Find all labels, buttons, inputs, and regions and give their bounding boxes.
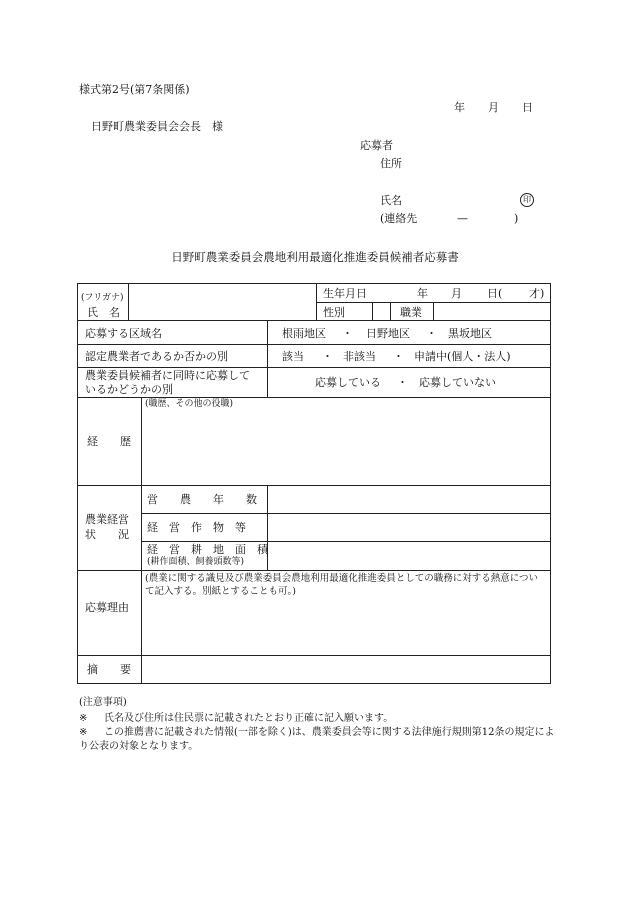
reason-label: 応募理由: [85, 601, 129, 614]
name-field-label: 氏 名: [87, 306, 120, 319]
farming-area-note: (耕作面積、飼養頭数等): [147, 557, 245, 567]
applicant-label: 応募者: [360, 139, 393, 152]
application-form-table: [77, 283, 551, 684]
gender-label: 性別: [323, 306, 345, 319]
note1-mark: ※: [79, 713, 88, 724]
certified-option-no: 非該当: [343, 350, 376, 363]
district-option-kurosaka: 黒坂地区: [448, 327, 492, 340]
note2-text-line1: この推薦書に記載された情報(一部を除く)は、農業委員会等に関する法律施行規則第12条の規定によ: [104, 727, 555, 738]
concurrent-label-line1: 農業委員候補者に同時に応募して: [85, 369, 250, 382]
note1-text: 氏名及び住所は住民票に記載されたとおり正確に記入願います。: [104, 713, 394, 724]
reason-note: (農業に関する識見及び農業委員会農地利用最適化推進委員としての職務に対する熱意について記入する。別紙とすることも可。): [145, 573, 539, 597]
farming-area-label: 経 営 耕 地 面 積: [147, 543, 268, 556]
birth-month-label: 月: [451, 287, 462, 300]
district-option-hino: 日野地区: [366, 327, 410, 340]
seal-icon: 印: [520, 193, 534, 207]
contact-label: (連絡先: [380, 212, 418, 225]
farming-status-label-line2: 状 況: [85, 528, 129, 541]
seal-mark: [520, 193, 534, 207]
farming-years-label: 営 農 年 数: [147, 493, 257, 506]
certified-option-yes: 該当: [282, 350, 304, 363]
date-month-label: 月: [488, 101, 499, 114]
certified-separator: ・: [322, 350, 333, 363]
address-label: 住所: [380, 157, 402, 170]
birth-age-label: 才): [529, 287, 545, 300]
district-separator: ・: [426, 327, 437, 340]
concurrent-label-line2: いるかどうかの別: [85, 383, 173, 396]
birth-date-label: 生年月日: [323, 287, 367, 300]
concurrent-option-yes: 応募している: [315, 376, 381, 389]
certified-option-pending: 申請中(個人・法人): [414, 350, 511, 363]
summary-label: 摘 要: [87, 663, 131, 676]
date-day-label: 日: [522, 101, 533, 114]
career-label: 経 歴: [87, 435, 131, 448]
concurrent-option-no: 応募していない: [419, 376, 496, 389]
district-label: 応募する区域名: [85, 327, 162, 340]
career-note: (職歴、その他の役職): [145, 399, 234, 409]
applicant-name-label: 氏名: [380, 194, 402, 207]
farming-crops-label: 経 営 作 物 等: [147, 521, 246, 534]
document-title: 日野町農業委員会農地利用最適化推進委員候補者応募書: [171, 250, 459, 264]
birth-day-label: 日(: [487, 287, 503, 300]
contact-close: ): [514, 212, 519, 225]
date-year-label: 年: [454, 101, 465, 114]
certified-separator: ・: [393, 350, 404, 363]
addressee: 日野町農業委員会会長 様: [91, 120, 223, 133]
district-separator: ・: [342, 327, 353, 340]
farming-status-label-line1: 農業経営: [85, 513, 129, 526]
note2-text-line2: り公表の対象となります。: [79, 741, 199, 752]
notes-heading: (注意事項): [79, 697, 127, 708]
concurrent-separator: ・: [397, 376, 408, 389]
contact-dash: —: [457, 212, 468, 225]
note2-mark: ※: [79, 727, 88, 738]
form-number: 様式第2号(第7条関係): [79, 83, 190, 96]
occupation-label: 職業: [400, 306, 422, 319]
certified-farmer-label: 認定農業者であるか否かの別: [85, 350, 228, 363]
birth-year-label: 年: [417, 287, 428, 300]
district-option-neu: 根雨地区: [282, 327, 326, 340]
furigana-label: (フリガナ): [81, 293, 124, 303]
